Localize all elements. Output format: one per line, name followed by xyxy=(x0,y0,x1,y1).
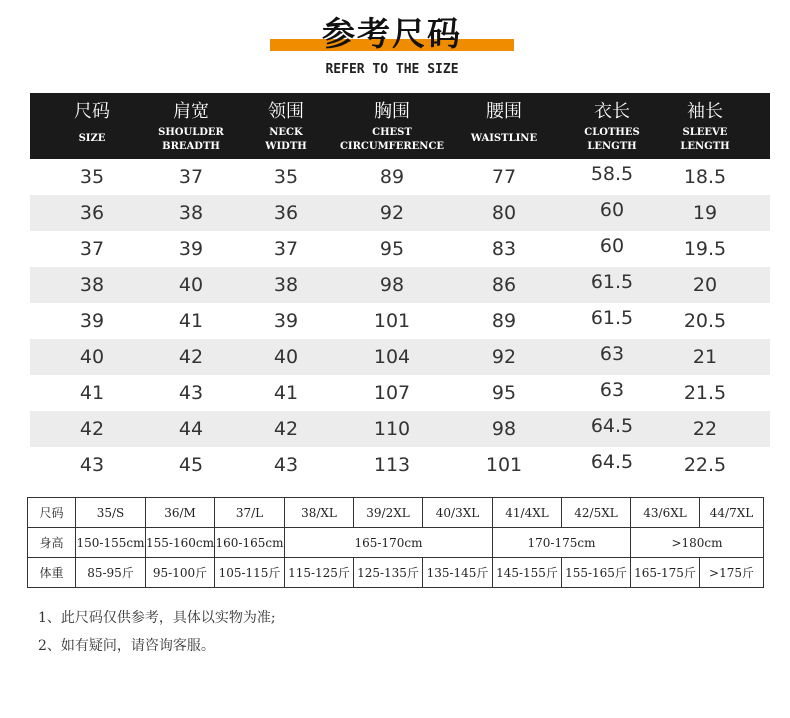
table-cell: 21 xyxy=(692,346,718,368)
weight-cell: 145-155斤 xyxy=(493,558,562,588)
height-cell: 170-175cm xyxy=(493,528,631,558)
table-cell: 35 xyxy=(273,166,299,188)
table-cell: 60 xyxy=(599,199,625,221)
size-table-header xyxy=(30,93,770,159)
height-cell: 150-155cm xyxy=(76,528,146,558)
column-header-cn: 尺码 xyxy=(74,101,110,122)
column-header-cn: 腰围 xyxy=(486,101,522,122)
table-cell: 43 xyxy=(273,454,299,476)
table-cell: 37 xyxy=(273,238,299,260)
table-cell: 41 xyxy=(178,310,204,332)
table-cell: 89 xyxy=(379,166,405,188)
column-header-en: CLOTHES LENGTH xyxy=(584,127,640,152)
table-cell: 35 xyxy=(79,166,105,188)
column-header-cn: 肩宽 xyxy=(173,101,209,122)
weight-cell: 165-175斤 xyxy=(631,558,700,588)
table-row xyxy=(30,339,770,375)
column-header-cn: 袖长 xyxy=(687,101,723,122)
weight-cell: 125-135斤 xyxy=(354,558,423,588)
table-cell: 39 xyxy=(178,238,204,260)
table-cell: 39 xyxy=(79,310,105,332)
table-cell: 41 xyxy=(273,382,299,404)
table-cell: 38 xyxy=(79,274,105,296)
column-header-en: SIZE xyxy=(78,133,106,144)
column-header-en: NECK WIDTH xyxy=(265,127,307,152)
table-cell: 63 xyxy=(599,343,625,365)
reference-row-weight xyxy=(28,558,764,588)
reference-row-height xyxy=(28,528,764,558)
weight-cell: 95-100斤 xyxy=(146,558,215,588)
column-header-en: WAISTLINE xyxy=(470,133,538,144)
column-header-en: SLEEVE LENGTH xyxy=(680,127,730,152)
table-row xyxy=(30,447,770,483)
table-cell: 42 xyxy=(178,346,204,368)
weight-cell: 155-165斤 xyxy=(562,558,631,588)
height-cell: 155-160cm xyxy=(146,528,215,558)
table-cell: 101 xyxy=(485,454,523,476)
table-cell: 92 xyxy=(379,202,405,224)
size-cell: 37/L xyxy=(215,498,285,528)
table-cell: 37 xyxy=(178,166,204,188)
size-cell: 40/3XL xyxy=(423,498,493,528)
table-cell: 19.5 xyxy=(683,238,727,260)
table-cell: 113 xyxy=(373,454,411,476)
table-cell: 58.5 xyxy=(590,163,634,185)
column-header xyxy=(228,93,344,159)
height-cell: >180cm xyxy=(631,528,764,558)
size-cell: 44/7XL xyxy=(700,498,764,528)
size-cell: 36/M xyxy=(146,498,215,528)
page-title: 参考尺码 xyxy=(322,14,462,53)
height-cell: 160-165cm xyxy=(215,528,285,558)
table-cell: 40 xyxy=(178,274,204,296)
table-cell: 64.5 xyxy=(590,451,634,473)
size-cell: 41/4XL xyxy=(493,498,562,528)
column-header xyxy=(334,93,450,159)
table-cell: 63 xyxy=(599,379,625,401)
table-cell: 38 xyxy=(273,274,299,296)
column-header-cn: 胸围 xyxy=(374,101,410,122)
table-cell: 44 xyxy=(178,418,204,440)
table-cell: 22.5 xyxy=(683,454,727,476)
table-row xyxy=(30,231,770,267)
table-cell: 43 xyxy=(79,454,105,476)
table-row xyxy=(30,303,770,339)
table-cell: 37 xyxy=(79,238,105,260)
note-2: 2、如有疑问，请咨询客服。 xyxy=(38,638,215,654)
table-cell: 20.5 xyxy=(683,310,727,332)
column-header xyxy=(446,93,562,159)
table-cell: 21.5 xyxy=(683,382,727,404)
size-cell: 43/6XL xyxy=(631,498,700,528)
table-cell: 40 xyxy=(79,346,105,368)
table-cell: 36 xyxy=(273,202,299,224)
table-row xyxy=(30,375,770,411)
reference-table xyxy=(27,497,764,588)
note-1: 1、此尺码仅供参考，具体以实物为准; xyxy=(38,610,276,626)
table-cell: 95 xyxy=(379,238,405,260)
table-cell: 89 xyxy=(491,310,517,332)
reference-row-size xyxy=(28,498,764,528)
table-cell: 61.5 xyxy=(590,307,634,329)
size-table-body xyxy=(30,159,770,483)
table-cell: 104 xyxy=(373,346,411,368)
table-cell: 36 xyxy=(79,202,105,224)
weight-row-label: 体重 xyxy=(28,558,76,588)
table-cell: 77 xyxy=(491,166,517,188)
size-cell: 39/2XL xyxy=(354,498,423,528)
table-cell: 101 xyxy=(373,310,411,332)
weight-cell: 115-125斤 xyxy=(285,558,354,588)
column-header-en: CHEST CIRCUMFERENCE xyxy=(339,127,445,152)
table-cell: 38 xyxy=(178,202,204,224)
table-cell: 43 xyxy=(178,382,204,404)
table-cell: 41 xyxy=(79,382,105,404)
page-subtitle: REFER TO THE SIZE xyxy=(325,62,459,77)
table-cell: 64.5 xyxy=(590,415,634,437)
table-cell: 80 xyxy=(491,202,517,224)
table-row xyxy=(30,267,770,303)
table-cell: 45 xyxy=(178,454,204,476)
table-cell: 98 xyxy=(379,274,405,296)
table-cell: 42 xyxy=(79,418,105,440)
size-cell: 38/XL xyxy=(285,498,354,528)
table-cell: 110 xyxy=(373,418,411,440)
weight-cell: >175斤 xyxy=(700,558,764,588)
table-row xyxy=(30,195,770,231)
size-cell: 42/5XL xyxy=(562,498,631,528)
table-cell: 39 xyxy=(273,310,299,332)
table-cell: 86 xyxy=(491,274,517,296)
weight-cell: 135-145斤 xyxy=(423,558,493,588)
height-cell: 165-170cm xyxy=(285,528,493,558)
table-cell: 98 xyxy=(491,418,517,440)
size-cell: 35/S xyxy=(76,498,146,528)
weight-cell: 85-95斤 xyxy=(76,558,146,588)
column-header-cn: 领围 xyxy=(268,101,304,122)
column-header-en: SHOULDER BREADTH xyxy=(158,127,224,152)
table-cell: 20 xyxy=(692,274,718,296)
size-table xyxy=(30,93,770,483)
column-header xyxy=(647,93,763,159)
table-cell: 42 xyxy=(273,418,299,440)
table-cell: 40 xyxy=(273,346,299,368)
table-row xyxy=(30,411,770,447)
table-cell: 22 xyxy=(692,418,718,440)
table-cell: 92 xyxy=(491,346,517,368)
height-row-label: 身高 xyxy=(28,528,76,558)
weight-cell: 105-115斤 xyxy=(215,558,285,588)
table-cell: 83 xyxy=(491,238,517,260)
table-row xyxy=(30,159,770,195)
column-header-cn: 衣长 xyxy=(594,101,630,122)
table-cell: 61.5 xyxy=(590,271,634,293)
table-cell: 107 xyxy=(373,382,411,404)
table-cell: 95 xyxy=(491,382,517,404)
size-row-label: 尺码 xyxy=(28,498,76,528)
table-cell: 60 xyxy=(599,235,625,257)
table-cell: 18.5 xyxy=(683,166,727,188)
table-cell: 19 xyxy=(692,202,718,224)
